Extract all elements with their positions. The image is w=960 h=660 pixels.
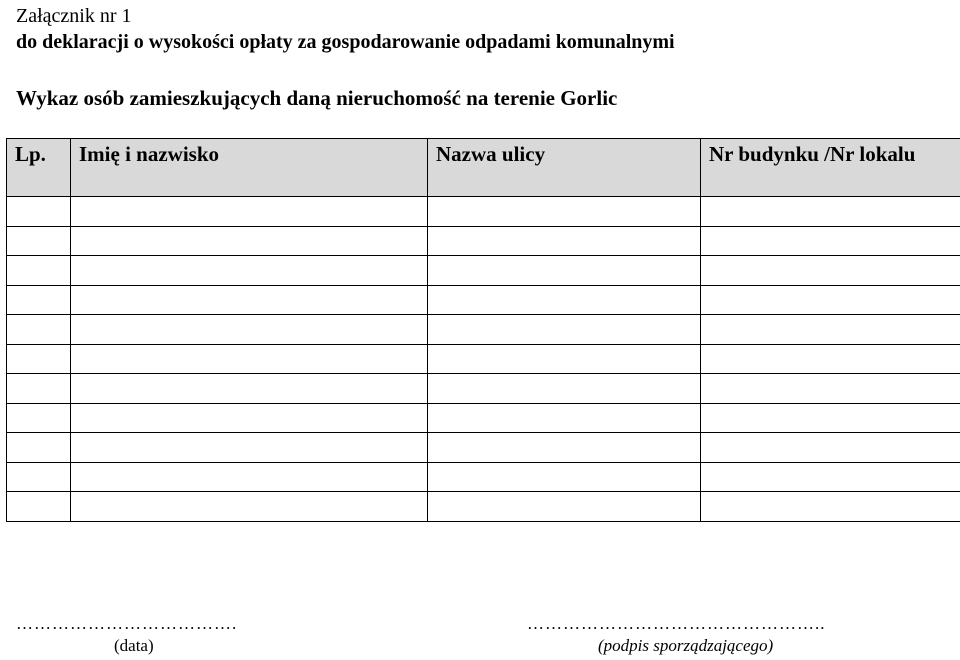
table-row [7, 256, 960, 286]
table-cell-name[interactable] [71, 226, 428, 256]
signature-dotted-line: ………………………………………….. [527, 614, 826, 633]
table-row [7, 344, 960, 374]
table-cell-lp[interactable] [7, 433, 71, 463]
table-cell-name[interactable] [71, 462, 428, 492]
table-cell-name[interactable] [71, 374, 428, 404]
table-cell-building[interactable] [701, 433, 960, 463]
table-cell-name[interactable] [71, 256, 428, 286]
table-cell-building[interactable] [701, 256, 960, 286]
table-cell-building[interactable] [701, 462, 960, 492]
table-cell-street[interactable] [428, 403, 701, 433]
table-cell-name[interactable] [71, 285, 428, 315]
table-row [7, 374, 960, 404]
column-header-name: Imię i nazwisko [71, 139, 428, 197]
table-cell-street[interactable] [428, 462, 701, 492]
table-row [7, 226, 960, 256]
column-header-lp: Lp. [7, 139, 71, 197]
table-cell-building[interactable] [701, 374, 960, 404]
table-row [7, 433, 960, 463]
table-row [7, 492, 960, 522]
column-header-building: Nr budynku /Nr lokalu [701, 139, 960, 197]
date-label: (data) [114, 636, 154, 655]
annex-title: Załącznik nr 1 [16, 5, 132, 27]
table-cell-street[interactable] [428, 492, 701, 522]
table-cell-lp[interactable] [7, 285, 71, 315]
table-cell-lp[interactable] [7, 226, 71, 256]
signature-label: (podpis sporządzającego) [598, 636, 774, 655]
table-cell-street[interactable] [428, 374, 701, 404]
table-cell-name[interactable] [71, 433, 428, 463]
table-cell-lp[interactable] [7, 374, 71, 404]
table-cell-name[interactable] [71, 315, 428, 345]
table-cell-name[interactable] [71, 197, 428, 227]
table-cell-building[interactable] [701, 197, 960, 227]
table-cell-building[interactable] [701, 315, 960, 345]
table-cell-building[interactable] [701, 285, 960, 315]
table-cell-lp[interactable] [7, 403, 71, 433]
table-row [7, 197, 960, 227]
table-header-row [7, 139, 960, 197]
residents-table [6, 138, 960, 522]
table-cell-street[interactable] [428, 315, 701, 345]
table-cell-building[interactable] [701, 403, 960, 433]
table-cell-building[interactable] [701, 492, 960, 522]
date-dotted-line: ………………………………. [16, 614, 238, 633]
table-cell-name[interactable] [71, 344, 428, 374]
table-cell-lp[interactable] [7, 344, 71, 374]
table-cell-building[interactable] [701, 226, 960, 256]
table-row [7, 403, 960, 433]
table-cell-street[interactable] [428, 226, 701, 256]
table-cell-lp[interactable] [7, 197, 71, 227]
table-cell-street[interactable] [428, 285, 701, 315]
table-row [7, 315, 960, 345]
table-cell-lp[interactable] [7, 492, 71, 522]
table-cell-building[interactable] [701, 344, 960, 374]
table-cell-street[interactable] [428, 256, 701, 286]
table-cell-street[interactable] [428, 344, 701, 374]
table-cell-lp[interactable] [7, 315, 71, 345]
list-title: Wykaz osób zamieszkujących daną nieruchomość na terenie Gorlic [16, 86, 618, 110]
table-cell-street[interactable] [428, 433, 701, 463]
table-cell-lp[interactable] [7, 256, 71, 286]
column-header-street: Nazwa ulicy [428, 139, 701, 197]
table-row [7, 462, 960, 492]
table-cell-name[interactable] [71, 403, 428, 433]
declaration-subtitle: do deklaracji o wysokości opłaty za gospodarowanie odpadami komunalnymi [16, 31, 675, 53]
table-row [7, 285, 960, 315]
table-cell-lp[interactable] [7, 462, 71, 492]
table-cell-name[interactable] [71, 492, 428, 522]
table-cell-street[interactable] [428, 197, 701, 227]
